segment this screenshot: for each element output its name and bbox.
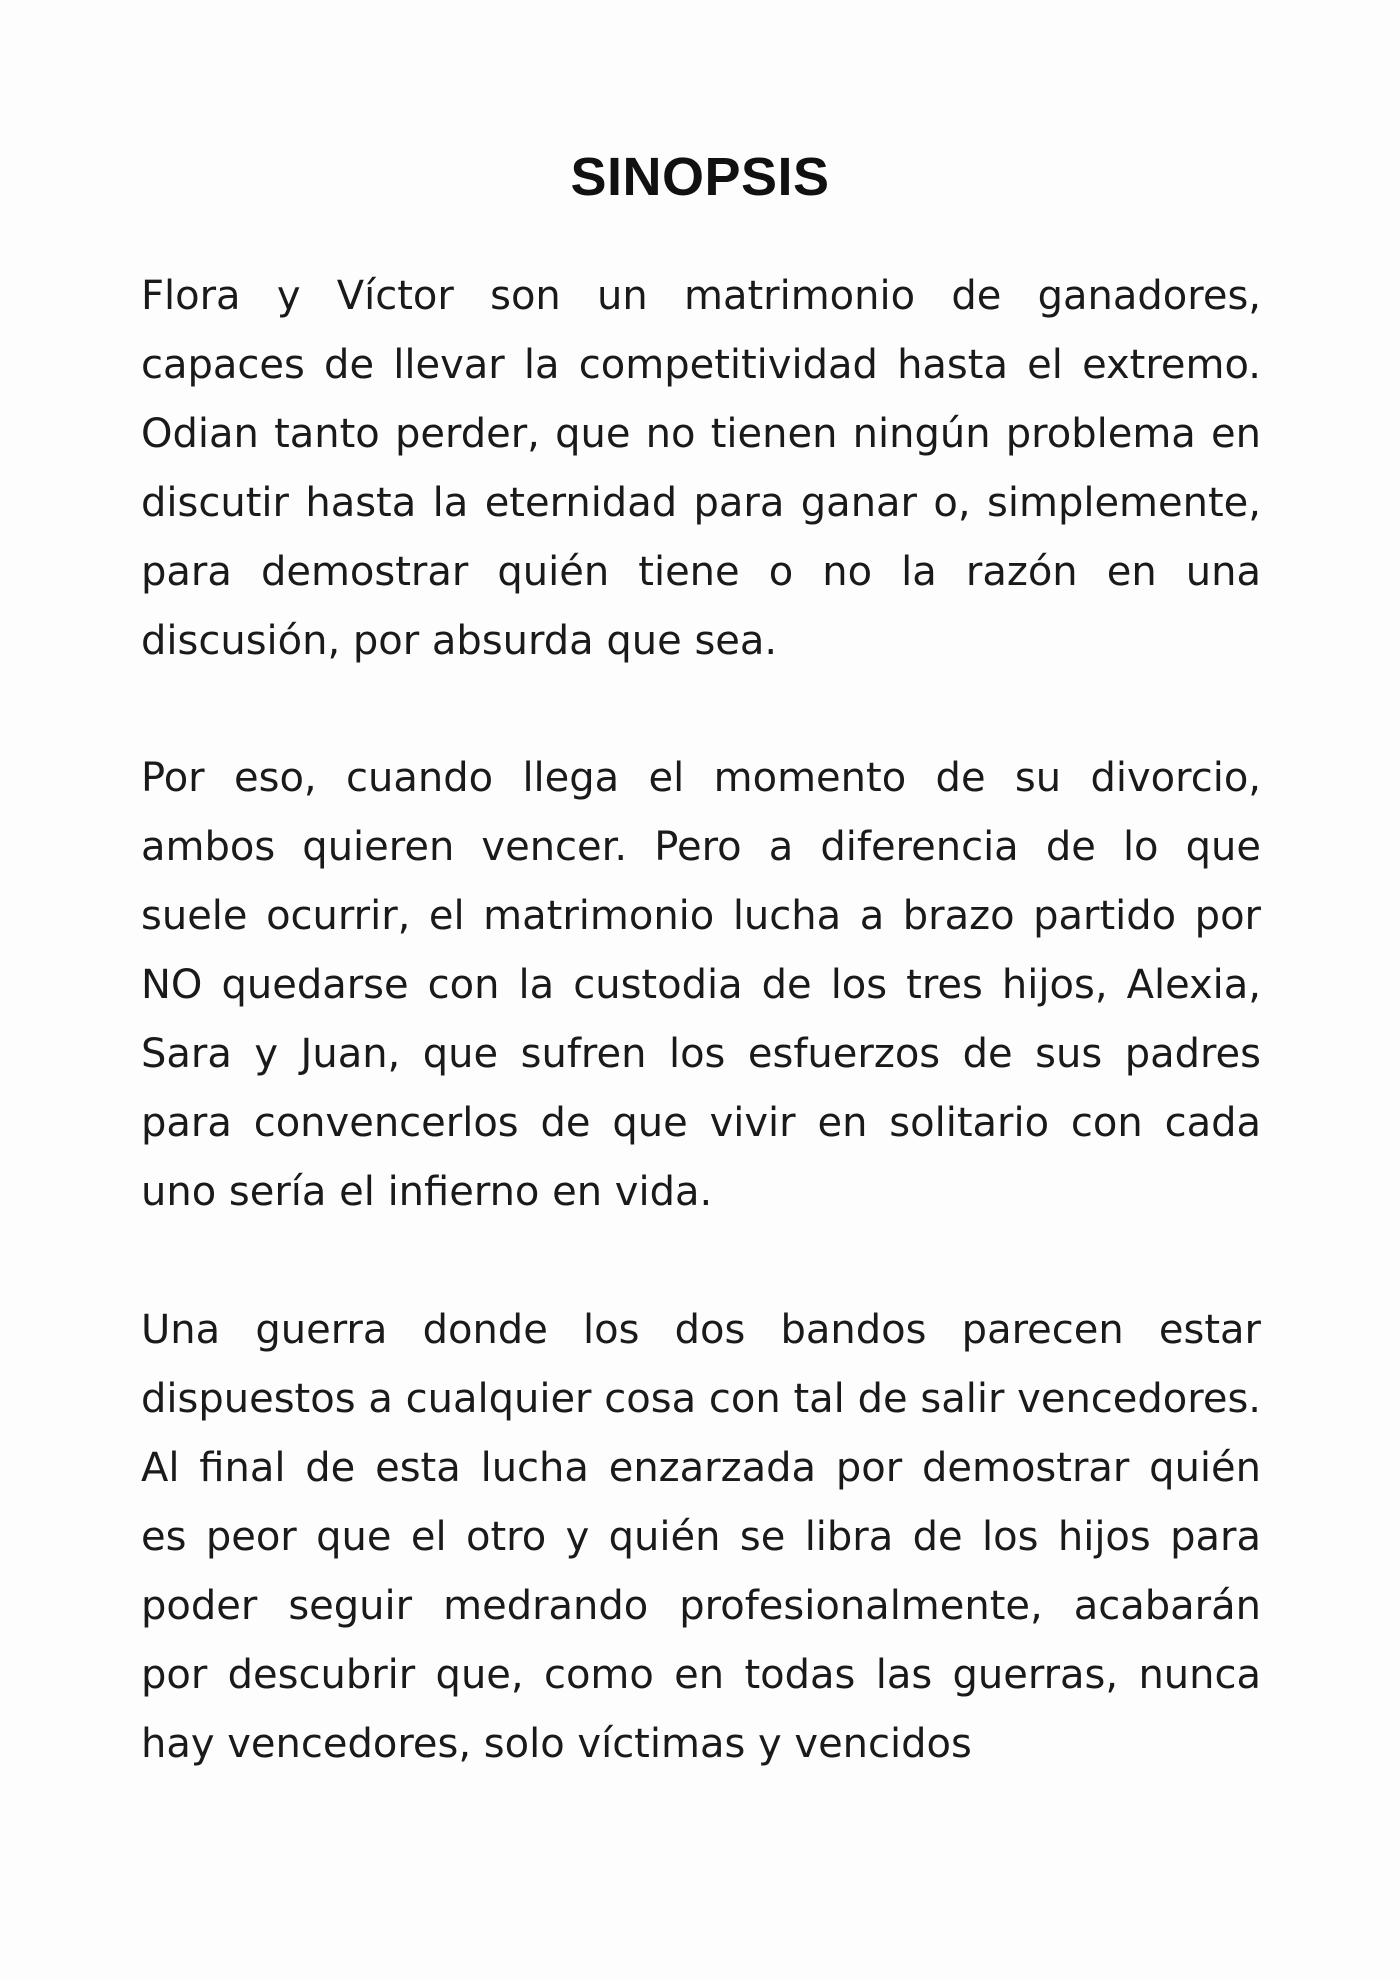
synopsis-paragraph-3: Una guerra donde los dos bandos parecen estar dispuestos a cualquier cosa con tal de salir vencedores. Al final de esta lucha enzarzada por demostrar quién es peor que el otro y quién se libra de los hijos para poder seguir medrando profesionalmente, acabarán por descubrir que, como en todas las guerras, nunca hay vencedores, solo víctimas y vencidos bbox=[141, 1307, 1261, 1767]
synopsis-paragraph-1: Flora y Víctor son un matrimonio de ganadores, capaces de llevar la competitividad hasta el extremo. Odian tanto perder, que no tienen ningún problema en discutir hasta la eternidad para ganar o, simplemente, para demostrar quién tiene o no la razón en una discusión, por absurda que sea. bbox=[141, 273, 1261, 664]
synopsis-paragraph-2: Por eso, cuando llega el momento de su divorcio, ambos quieren vencer. Pero a diferencia de lo que suele ocurrir, el matrimonio lucha a brazo partido por NO quedarse con la custodia de los tres hijos, Alexia, Sara y Juan, que sufren los esfuerzos de sus padres para convencerlos de que vivir en solitario con cada uno sería el infierno en vida. bbox=[141, 755, 1261, 1215]
page-title: SINOPSIS bbox=[570, 147, 830, 207]
